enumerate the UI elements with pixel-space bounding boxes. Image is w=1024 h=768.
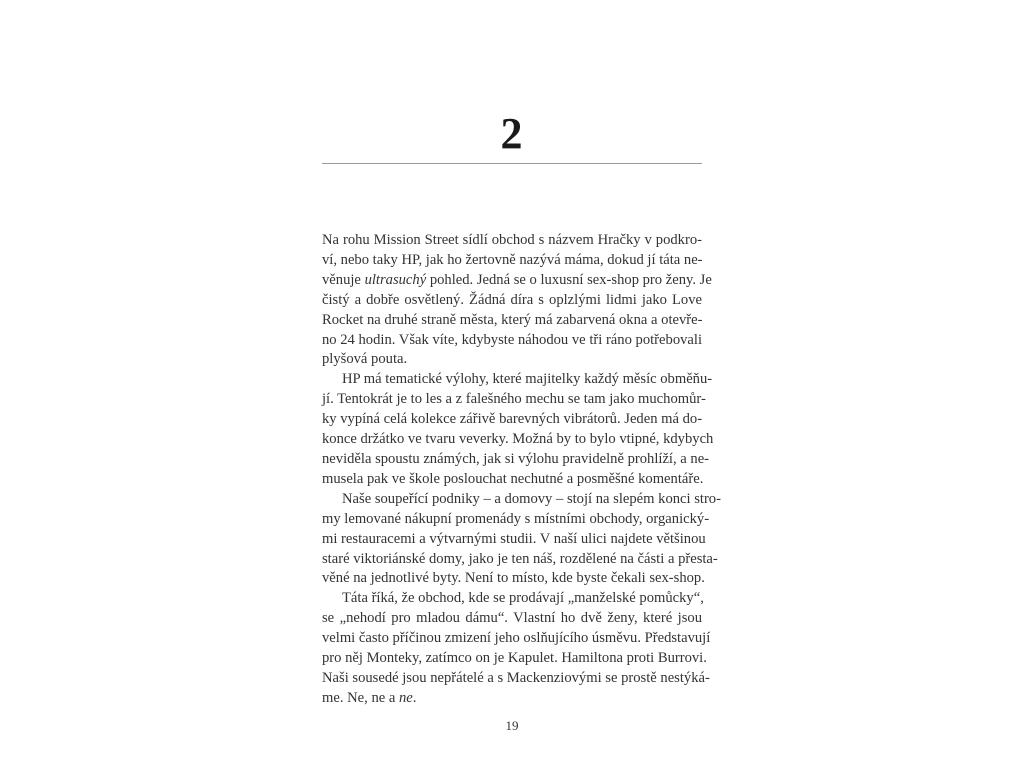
text-run: . — [412, 689, 417, 706]
text-line: staré viktoriánské domy, jako je ten náš, rozdělené na části a přesta- — [322, 550, 718, 567]
text-line: musela pak ve škole poslouchat nechutné a posměšné komentáře. — [322, 470, 704, 487]
text-line: neviděla spoustu známých, jak si výlohu pravidelně prohlíží, a ne- — [322, 450, 710, 467]
text-line: mi restauracemi a výtvarnými studii. V naší ulici najdete většinou — [322, 530, 706, 547]
text-line — [322, 689, 702, 709]
text-run: me. Ne, ne a — [322, 689, 399, 706]
chapter-divider — [322, 163, 702, 164]
text-line: Rocket na druhé straně města, který má zabarvená okna a otevře- — [322, 311, 703, 328]
text-line: věné na jednotlivé byty. Není to místo, kde byste čekali sex-shop. — [322, 570, 705, 587]
text-run: pohled. Jedná se o luxusní sex-shop pro ženy. Je — [426, 271, 712, 288]
emphasis-text: ultrasuchý — [364, 271, 427, 288]
text-run: věnuje — [322, 271, 365, 288]
text-line: Naše soupeřící podniky – a domovy – stojí na slepém konci stro- — [342, 490, 721, 507]
text-line: Táta říká, že obchod, kde se prodávají „manželské pomůcky“, — [342, 590, 704, 607]
text-line: jí. Tentokrát je to les a z falešného mechu se tam jako muchomůr- — [322, 391, 706, 408]
chapter-number: 2 — [500, 109, 524, 158]
paragraph — [322, 231, 712, 370]
text-line: no 24 hodin. Však víte, kdybyste náhodou ve tři ráno potřebovali — [322, 331, 702, 348]
text-line: pro něj Monteky, zatímco on je Kapulet. Hamiltona proti Burrovi. — [322, 650, 707, 667]
text-line: konce držátko ve tvaru veverky. Možná by to bylo vtipné, kdybych — [322, 431, 714, 448]
paragraph — [322, 490, 721, 590]
paragraph — [322, 589, 711, 708]
paragraph — [322, 370, 714, 489]
text-line: velmi často příčinou zmizení jeho oslňujícího úsměvu. Představují — [322, 630, 711, 647]
text-line: ví, nebo taky HP, jak ho žertovně nazývá máma, dokud jí táta ne- — [322, 251, 703, 268]
emphasis-text: ne — [399, 689, 413, 706]
text-line: my lemované nákupní promenády s místními obchody, organický- — [322, 510, 710, 527]
text-line: Naši sousedé jsou nepřátelé a s Mackenziovými se prostě nestýká- — [322, 669, 710, 686]
page-number: 19 — [505, 718, 519, 733]
text-line: Na rohu Mission Street sídlí obchod s názvem Hračky v podkro- — [322, 232, 702, 248]
chapter-body — [322, 231, 721, 709]
text-line — [322, 271, 712, 291]
text-line: ky vypíná celá kolekce zářivě barevných vibrátorů. Jeden má do- — [322, 411, 703, 428]
text-line: čistý a dobře osvětlený. Žádná díra s oplzlými lidmi jako Love — [322, 291, 702, 308]
text-line: se „nehodí pro mladou dámu“. Vlastní ho dvě ženy, které jsou — [322, 610, 702, 627]
text-line: HP má tematické výlohy, které majitelky každý měsíc obměňu- — [342, 371, 713, 388]
text-line: plyšová pouta. — [322, 351, 408, 368]
